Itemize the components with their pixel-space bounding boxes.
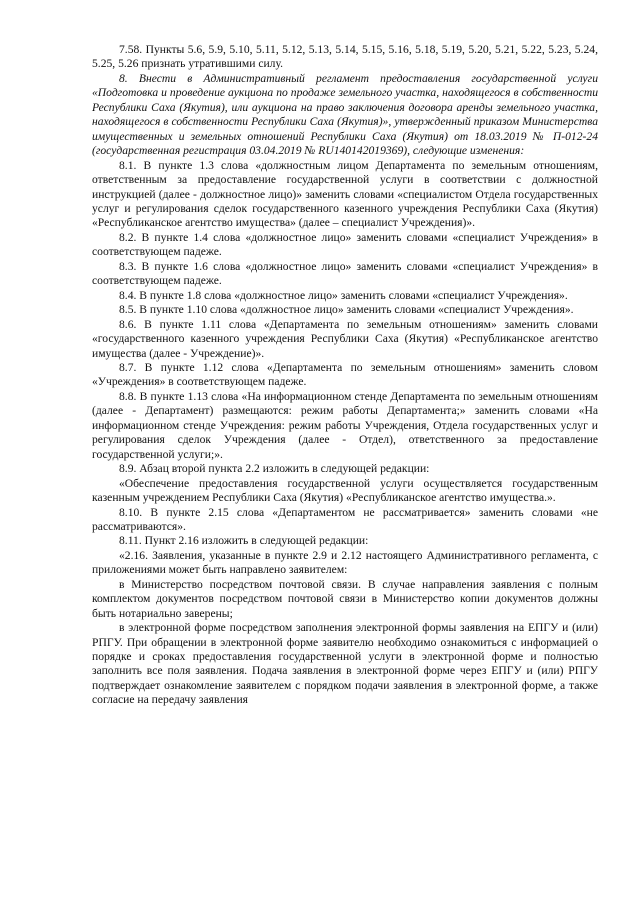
paragraph-8-6: 8.6. В пункте 1.11 слова «Департамента по земельным отношениям» заменить словами «государственного казенного учреждения Республики Саха (Якутия) «Республиканское агентство имущества (далее - Учреждение)».: [92, 317, 598, 360]
paragraph-8-2: 8.2. В пункте 1.4 слова «должностное лицо» заменить словами «специалист Учреждения» в соответствующем падеже.: [92, 230, 598, 259]
paragraph-8-4: 8.4. В пункте 1.8 слова «должностное лицо» заменить словами «специалист Учреждения».: [119, 288, 568, 302]
paragraph-8-9-quote: «Обеспечение предоставления государственной услуги осуществляется государственным казенным учреждением Республики Саха (Якутия) «Республиканское агентство имущества.».: [92, 476, 598, 505]
paragraph-postal: в Министерство посредством почтовой связи. В случае направления заявления с полным комплектом документов посредством почтовой связи в Министерство копии документов должны быть нотариально заверены;: [92, 577, 598, 620]
paragraph-8-10: 8.10. В пункте 2.15 слова «Департаментом не рассматривается» заменить словами «не рассматриваются».: [92, 505, 598, 533]
document-page: [92, 43, 598, 708]
paragraph-8-5: 8.5. В пункте 1.10 слова «должностное лицо» заменить словами «специалист Учреждения».: [119, 303, 574, 317]
paragraph-8-9: 8.9. Абзац второй пункта 2.2 изложить в следующей редакции:: [119, 462, 430, 476]
paragraph-8-11: 8.11. Пункт 2.16 изложить в следующей редакции:: [119, 534, 369, 548]
paragraph-2-16: «2.16. Заявления, указанные в пункте 2.9 и 2.12 настоящего Административного регламента, с приложениями может быть направлено заявителем:: [92, 548, 598, 577]
paragraph-8-1: 8.1. В пункте 1.3 слова «должностным лицом Департамента по земельным отношениям, ответственным за предоставление государственной услуги в соответствии с должностной инструкцией (далее - должностное лицо)» заменить словами «специалистом Отдела государственных услуг и регулирования сделок государственного казенного учреждения Республики Саха (Якутия) «Республиканское агентство имущества» (далее – специалист Учреждения)».: [92, 158, 598, 230]
paragraph-8-8: 8.8. В пункте 1.13 слова «На информационном стенде Департамента по земельным отношениям (далее - Департамент) размещаются: режим работы Департамента;» заменить словами «На информационном стенде Учреждения: режим работы Учреждения, Отдела государственных услуг и регулирования сделок Учреждения (далее - Отдел), ответственного за предоставление государственной услуги;».: [92, 389, 598, 461]
paragraph-7-58: 7.58. Пункты 5.6, 5.9, 5.10, 5.11, 5.12, 5.13, 5.14, 5.15, 5.16, 5.18, 5.19, 5.20, 5.21, 5.22, 5.23, 5.24, 5.25, 5.26 признать утратившими силу.: [92, 43, 598, 71]
paragraph-electronic: в электронной форме посредством заполнения электронной формы заявления на ЕПГУ и (или) РПГУ. При обращении в электронной форме заявителю необходимо ознакомиться с информацией о порядке и сроках предоставления государственной услуги в электронной форме и полностью заполнить все поля заявления. Подача заявления в электронной форме через ЕПГУ и (или) РПГУ подтверждает ознакомление заявителем с порядком подачи заявления в электронной форме, а также согласие на передачу заявления: [92, 621, 598, 707]
paragraph-8-3: 8.3. В пункте 1.6 слова «должностное лицо» заменить словами «специалист Учреждения» в соответствующем падеже.: [92, 259, 598, 288]
paragraph-8-intro: 8. Внести в Административный регламент предоставления государственной услуги «Подготовка и проведение аукциона по продаже земельного участка, находящегося в собственности Республики Саха (Якутия), или аукциона на право заключения договора аренды земельного участка, находящегося в собственности Республики Саха (Якутия)», утвержденный приказом Министерства имущественных и земельных отношений Республики Саха (Якутия) от 18.03.2019 № П-012-24 (государственная регистрация 03.04.2019 № RU14014201936​9), следующие изменения:: [92, 71, 598, 158]
paragraph-8-7: 8.7. В пункте 1.12 слова «Департамента по земельным отношениям» заменить словом «Учреждения» в соответствующем падеже.: [92, 360, 598, 389]
